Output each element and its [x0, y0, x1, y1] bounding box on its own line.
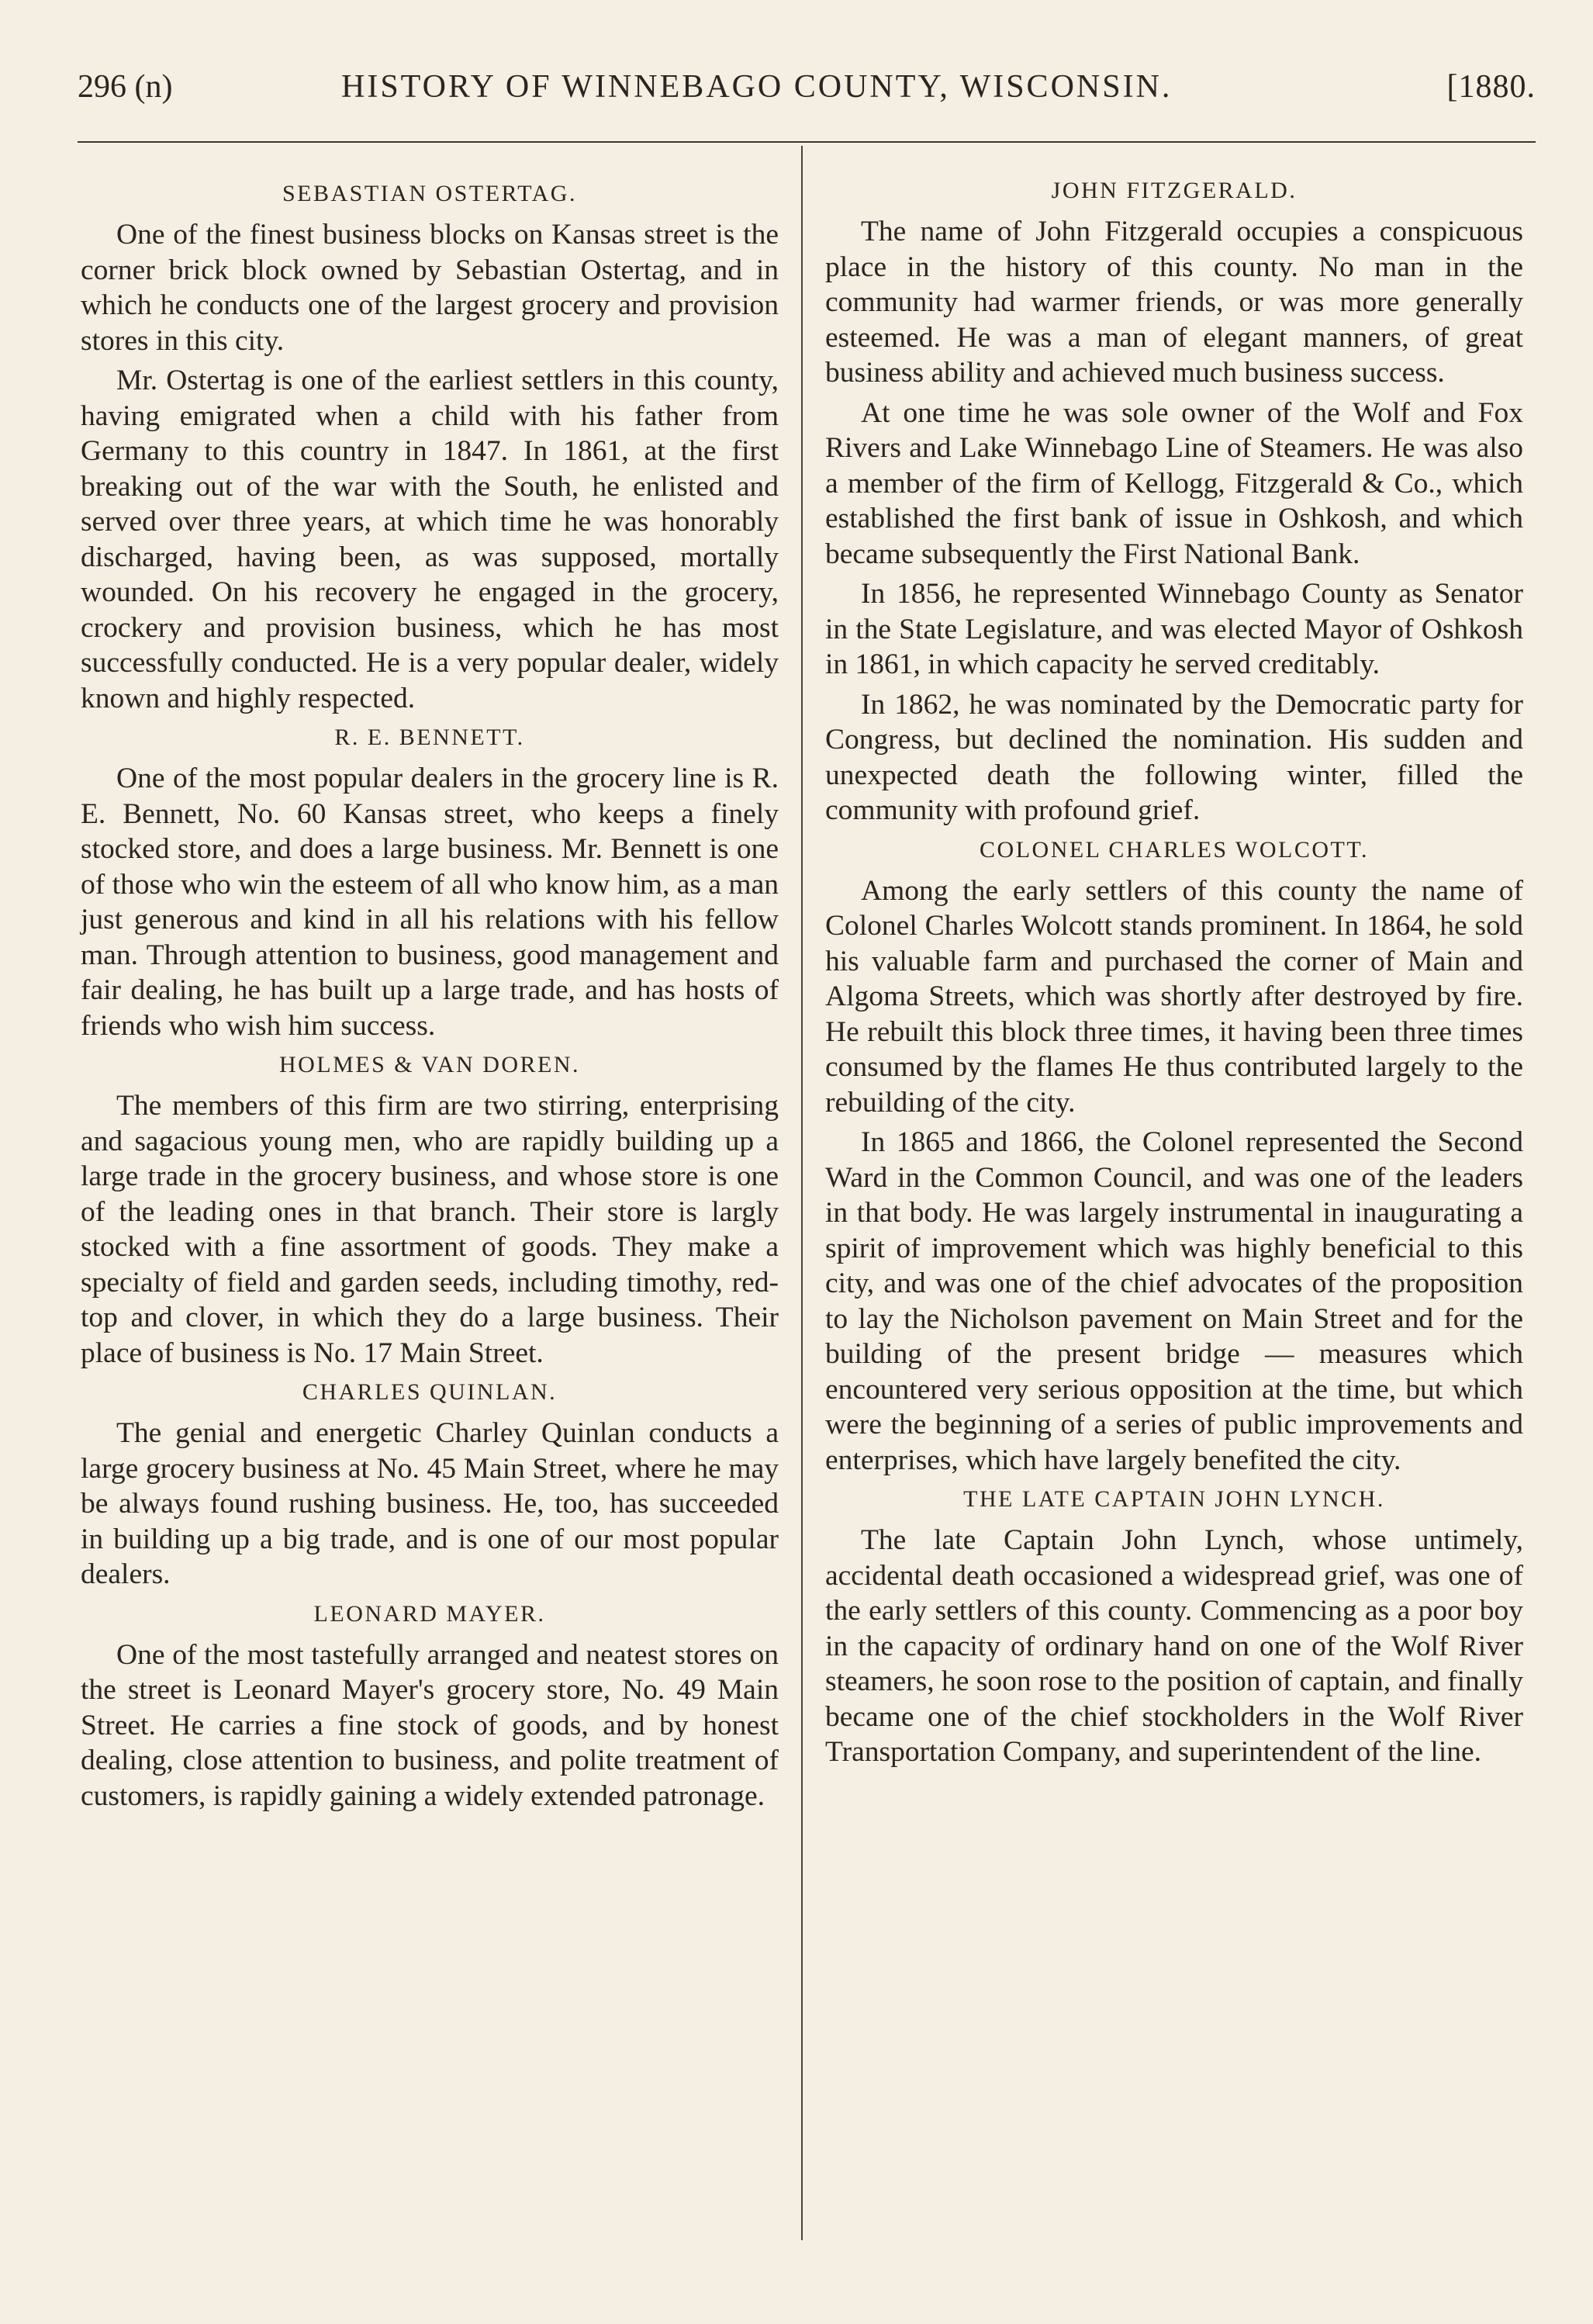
article-paragraph: The name of John Fitzgerald occupies a conspicuous place in the history of this county. No man in the community had warmer friends, or was more generally esteemed. He was a man of elegant manners, of great business ability and achieved much business success. — [825, 216, 1523, 389]
article-paragraph: The members of this firm are two stirring, enterprising and sagacious young men, who are rapidly building up a large trade in the grocery business, and whose store is one of the leading ones in that branch. Their store is largly stocked with a fine assortment of goods. They make a specialty of field and garden seeds, including timothy, red-top and clover, in which they do a large business. Their place of business is No. 17 Main Street. — [81, 1090, 779, 1369]
article-paragraph: At one time he was sole owner of the Wolf and Fox Rivers and Lake Winnebago Line of Steamers. He was also a member of the firm of Kellogg, Fitzgerald & Co., which established the first bank of issue in Oshkosh, and which became subsequently the First National Bank. — [825, 396, 1523, 570]
article-paragraph: The genial and energetic Charley Quinlan conducts a large grocery business at No. 45 Main Street, where he may be always found rushing business. He, too, has succeeded in building up a big trade, and is one of our most popular dealers. — [81, 1417, 779, 1590]
article-paragraph: One of the most tastefully arranged and neatest stores on the street is Leonard Mayer's grocery store, No. 49 Main Street. He carries a fine stock of goods, and by honest dealing, close attention to business, and polite treatment of customers, is rapidly gaining a widely extended patronage. — [81, 1638, 779, 1812]
article-paragraph: Mr. Ostertag is one of the earliest settlers in this county, having emigrated when a child with his father from Germany to this country in 1847. In 1861, at the first breaking out of the war with the South, he enlisted and served over three years, at which time he was honorably discharged, having been, as was supposed, mortally wounded. On his recovery he engaged in the grocery, crockery and provision business, which he has most successfully conducted. He is a very popular dealer, widely known and highly respected. — [81, 365, 779, 714]
header-year: [1880. — [1446, 69, 1536, 105]
article-heading: LEONARD MAYER. — [313, 1600, 546, 1627]
right-column — [825, 169, 1523, 1775]
article-heading: COLONEL CHARLES WOLCOTT. — [980, 836, 1369, 863]
article-heading: SEBASTIAN OSTERTAG. — [282, 181, 577, 206]
page-header — [78, 61, 1536, 115]
article-paragraph: In 1865 and 1866, the Colonel represented the Second Ward in the Common Council, and was one of the leaders in that body. He was largely instrumental in inaugurating a spirit of improvement which was highly beneficial to this city, and was one of the chief advocates of the proposition to lay the Nicholson pavement on Main Street and for the building of the present bridge — measures which encountered very serious opposition at the time, but which were the beginning of a series of public improvements and enterprises, which have largely benefited the city. — [825, 1126, 1523, 1476]
article-paragraph: One of the finest business blocks on Kansas street is the corner brick block owned by Sebastian Ostertag, and in which he conducts one of the largest grocery and provision stores in this city. — [81, 219, 779, 357]
article-paragraph: One of the most popular dealers in the grocery line is R. E. Bennett, No. 60 Kansas street, who keeps a finely stocked store, and does a large business. Mr. Bennett is one of those who win the esteem of all who know him, as a man just generous and kind in all his relations with his fellow man. Through attention to business, good management and fair dealing, he has built up a large trade, and has hosts of friends who wish him success. — [81, 763, 779, 1042]
article-paragraph: In 1862, he was nominated by the Democratic party for Congress, but declined the nomination. His sudden and unexpected death the following winter, filled the community with profound grief. — [825, 688, 1523, 826]
article-paragraph: In 1856, he represented Winnebago County as Senator in the State Legislature, and was elected Mayor of Oshkosh in 1861, in which capacity he served creditably. — [825, 578, 1523, 680]
article-heading: THE LATE CAPTAIN JOHN LYNCH. — [963, 1486, 1385, 1512]
running-title: HISTORY OF WINNEBAGO COUNTY, WISCONSIN. — [341, 69, 1173, 105]
article-heading: R. E. BENNETT. — [334, 725, 525, 750]
column-divider — [801, 146, 803, 2240]
article-paragraph: Among the early settlers of this county the name of Colonel Charles Wolcott stands prominent. In 1864, he sold his valuable farm and purchased the corner of Main and Algoma Streets, which was shortly after destroyed by fire. He rebuilt this block three times, it having been three times consumed by the flames He thus contributed largely to the rebuilding of the city. — [825, 874, 1523, 1119]
article-heading: CHARLES QUINLAN. — [302, 1379, 558, 1405]
article-heading: HOLMES & VAN DOREN. — [278, 1052, 581, 1077]
header-rule — [78, 141, 1536, 143]
page-number: 296 (n) — [78, 69, 173, 105]
left-column — [81, 172, 779, 1818]
article-heading: JOHN FITZGERALD. — [1051, 178, 1298, 203]
article-paragraph: The late Captain John Lynch, whose untimely, accidental death occasioned a widespread grief, was one of the early settlers of this county. Commencing as a poor boy in the capacity of ordinary hand on one of the Wolf River steamers, he soon rose to the position of captain, and finally became one of the chief stockholders in the Wolf River Transportation Company, and superintendent of the line. — [825, 1524, 1523, 1768]
